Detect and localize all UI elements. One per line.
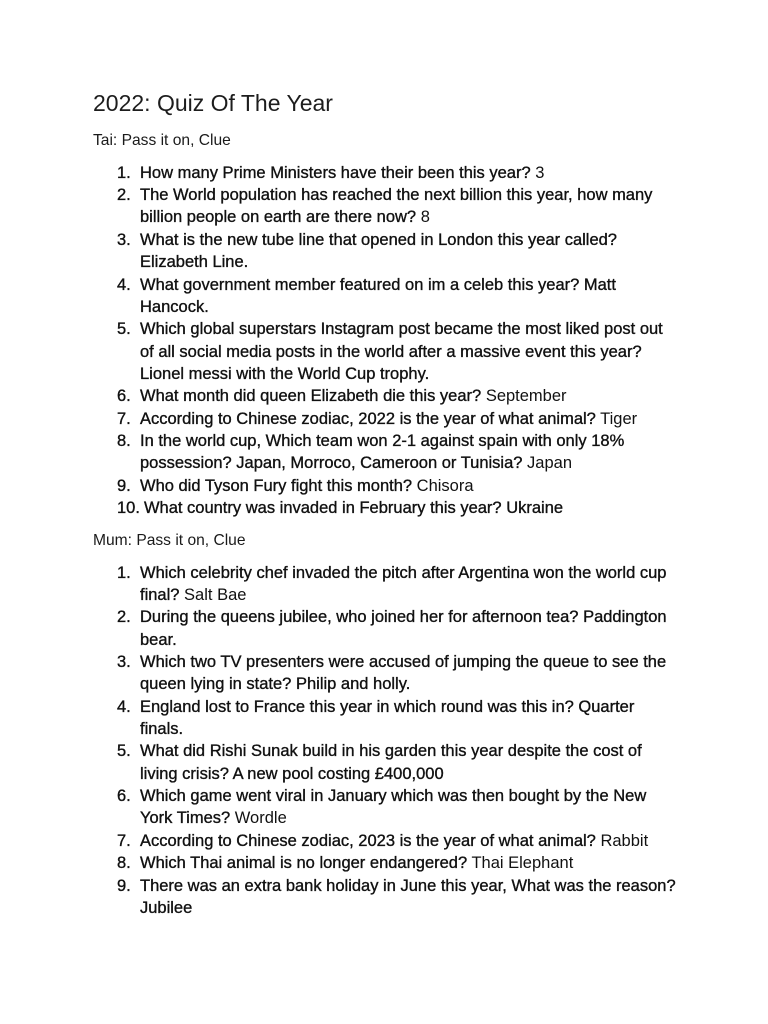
answer: Tiger (600, 409, 638, 428)
item-number: 10. (117, 498, 140, 517)
question: Which two TV presenters were accused of jumping the queue to see the queen lying in state? (140, 653, 667, 694)
answer: Matt Hancock. (140, 275, 616, 316)
item-number: 9. (117, 876, 131, 895)
question-item (117, 830, 678, 852)
item-number: 3. (117, 230, 131, 249)
answer: September (485, 387, 567, 406)
answer: Philip and holly. (295, 675, 411, 694)
question: Which Thai animal is no longer endangered? (140, 854, 468, 873)
item-text (140, 852, 678, 874)
question-item (117, 696, 678, 741)
question: During the queens jubilee, who joined her for afternoon tea? (140, 608, 579, 627)
answer: Ukraine (506, 498, 564, 517)
answer: Thai Elephant (471, 854, 574, 873)
item-number: 2. (117, 186, 131, 205)
question: What government member featured on im a celeb this year? (140, 275, 580, 294)
question-item (117, 475, 678, 497)
item-text (140, 785, 678, 830)
question: The World population has reached the next billion this year, how many billion people on earth are there now? (140, 186, 653, 227)
item-text (140, 696, 678, 741)
question-item (117, 408, 678, 430)
question: How many Prime Ministers have their been this year? (140, 163, 531, 182)
answer: Quarter finals. (140, 697, 635, 739)
item-text (140, 274, 678, 319)
item-text (144, 497, 678, 519)
question: Which game went viral in January which was then bought by the New York Times? (140, 787, 647, 828)
item-text (140, 184, 678, 229)
item-number: 4. (117, 697, 131, 716)
section-heading: Tai: Pass it on, Clue (93, 132, 231, 149)
question: What did Rishi Sunak build in his garden this year despite the cost of living crisis? (140, 742, 642, 783)
item-text (140, 740, 678, 785)
item-number: 8. (117, 854, 131, 873)
item-number: 3. (117, 653, 131, 672)
item-number: 4. (117, 275, 131, 294)
item-number: 9. (117, 476, 131, 495)
question-list (93, 162, 678, 520)
question-item (117, 184, 678, 229)
answer: Lionel messi with the World Cup trophy. (140, 364, 430, 383)
question-item (117, 274, 678, 319)
item-number: 8. (117, 431, 131, 450)
item-text (140, 408, 678, 430)
answer: Elizabeth Line. (140, 253, 249, 272)
item-number: 6. (117, 787, 131, 806)
item-text (140, 651, 678, 696)
item-text (140, 606, 678, 651)
answer: A new pool costing £400,000 (232, 764, 444, 783)
question: There was an extra bank holiday in June this year, What was the reason? (140, 876, 676, 895)
item-number: 7. (117, 831, 131, 850)
item-number: 5. (117, 742, 131, 761)
question: What month did queen Elizabeth die this year? (140, 387, 482, 406)
question: Which celebrity chef invaded the pitch after Argentina won the world cup final? (140, 563, 667, 605)
item-text (140, 162, 678, 184)
question-item (117, 430, 678, 475)
item-number: 2. (117, 608, 131, 627)
question: Who did Tyson Fury fight this month? (140, 476, 413, 495)
question: According to Chinese zodiac, 2022 is the year of what animal? (140, 409, 596, 428)
answer: Chisora (416, 476, 474, 495)
item-text (140, 318, 678, 385)
question-item (117, 385, 678, 407)
item-text (140, 430, 678, 475)
item-text (140, 562, 678, 607)
question: England lost to France this year in which round was this in? (140, 697, 574, 716)
item-number: 7. (117, 409, 131, 428)
item-text (140, 385, 678, 407)
item-text (140, 229, 678, 274)
question-item (117, 651, 678, 696)
answer: 8 (420, 208, 430, 227)
section-tai (93, 130, 678, 519)
question-item (117, 229, 678, 274)
document-title: 2022: Quiz Of The Year (93, 90, 333, 116)
question: What country was invaded in February this year? (143, 498, 502, 517)
section-heading: Mum: Pass it on, Clue (93, 531, 246, 549)
question-item (117, 318, 678, 385)
question: Which global superstars Instagram post became the most liked post out of all social media posts in the world after a massive event this year? (140, 320, 663, 361)
question: In the world cup, Which team won 2-1 against spain with only 18% possession? Japan, Morroco, Cameroon or Tunisia? (140, 431, 625, 473)
question-item (117, 740, 678, 785)
answer: Paddington bear. (140, 608, 667, 649)
item-number: 5. (117, 320, 131, 339)
item-text (140, 475, 678, 497)
question-item (117, 875, 678, 920)
answer: Wordle (234, 809, 287, 828)
item-text (140, 875, 678, 920)
question-item (117, 562, 678, 607)
item-number: 6. (117, 387, 131, 406)
answer: 3 (535, 163, 545, 182)
question-item (117, 852, 678, 874)
answer: Jubilee (140, 898, 193, 917)
question: According to Chinese zodiac, 2023 is the year of what animal? (140, 831, 596, 850)
question-item (117, 162, 678, 184)
question-item (117, 497, 678, 519)
question-item (117, 606, 678, 651)
question-item (117, 785, 678, 830)
answer: Japan (527, 454, 573, 473)
question-list (93, 562, 678, 920)
answer: Rabbit (600, 831, 649, 850)
question: What is the new tube line that opened in London this year called? (140, 230, 617, 249)
answer: Salt Bae (184, 586, 247, 605)
item-text (140, 830, 678, 852)
section-mum (93, 530, 678, 919)
item-number: 1. (117, 563, 131, 582)
document-body (93, 89, 678, 919)
item-number: 1. (117, 163, 131, 182)
